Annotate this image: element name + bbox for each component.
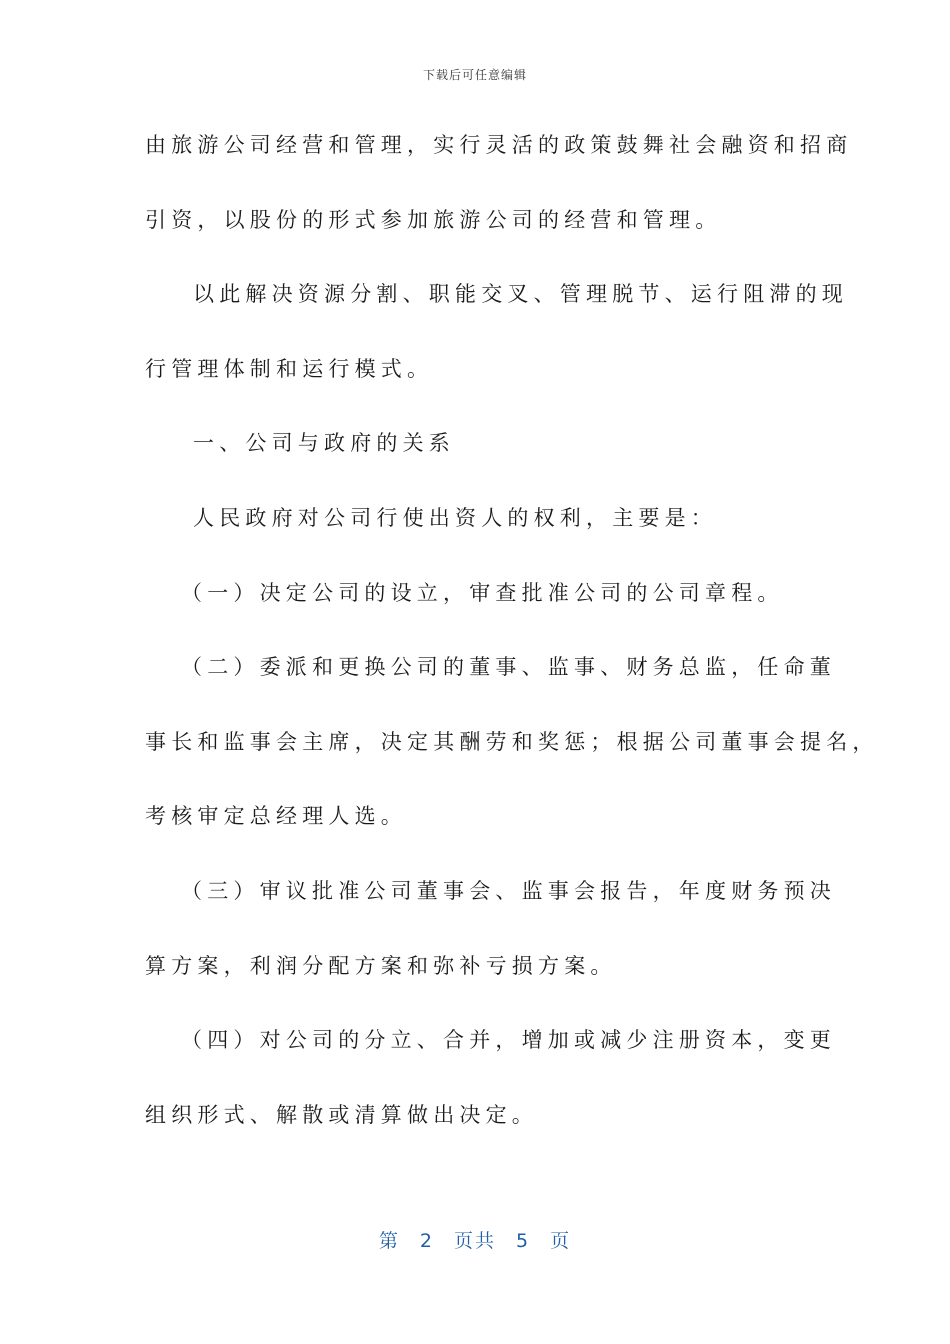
paragraph-line: 由旅游公司经营和管理，实行灵活的政策鼓舞社会融资和招商 [145, 133, 853, 157]
list-item: （三）审议批准公司董事会、监事会报告，年度财务预决 [181, 878, 836, 903]
list-item: （二）委派和更换公司的董事、监事、财务总监，任命董 [181, 655, 836, 680]
footer-current-page: 2 [419, 1230, 434, 1252]
section-heading: 一、公司与政府的关系 [193, 431, 455, 456]
paragraph-line: 引资，以股份的形式参加旅游公司的经营和管理。 [145, 207, 722, 232]
footer-total-pages: 5 [516, 1230, 531, 1252]
list-item: （四）对公司的分立、合并，增加或减少注册资本，变更 [181, 1028, 836, 1053]
paragraph-line: 人民政府对公司行使出资人的权利，主要是： [193, 505, 717, 530]
paragraph-line: 组织形式、解散或清算做出决定。 [145, 1102, 538, 1127]
paragraph-line: 考核审定总经理人选。 [145, 804, 407, 829]
paragraph-line: 事长和监事会主席，决定其酬劳和奖惩；根据公司董事会提名， [145, 729, 879, 754]
header-note: 下载后可任意编辑 [422, 68, 527, 82]
paragraph-line: 算方案，利润分配方案和弥补亏损方案。 [145, 953, 617, 978]
page-footer [0, 1226, 950, 1253]
paragraph-line: 以此解决资源分割、职能交叉、管理脱节、运行阻滞的现 [193, 282, 848, 307]
footer-suffix: 页 [550, 1230, 572, 1252]
paragraph-line: 行管理体制和运行模式。 [145, 356, 434, 381]
document-body [145, 120, 879, 1164]
list-item: （一）决定公司的设立，审查批准公司的公司章程。 [181, 580, 784, 605]
footer-prefix: 第 [378, 1230, 400, 1252]
footer-middle: 页共 [453, 1230, 496, 1252]
